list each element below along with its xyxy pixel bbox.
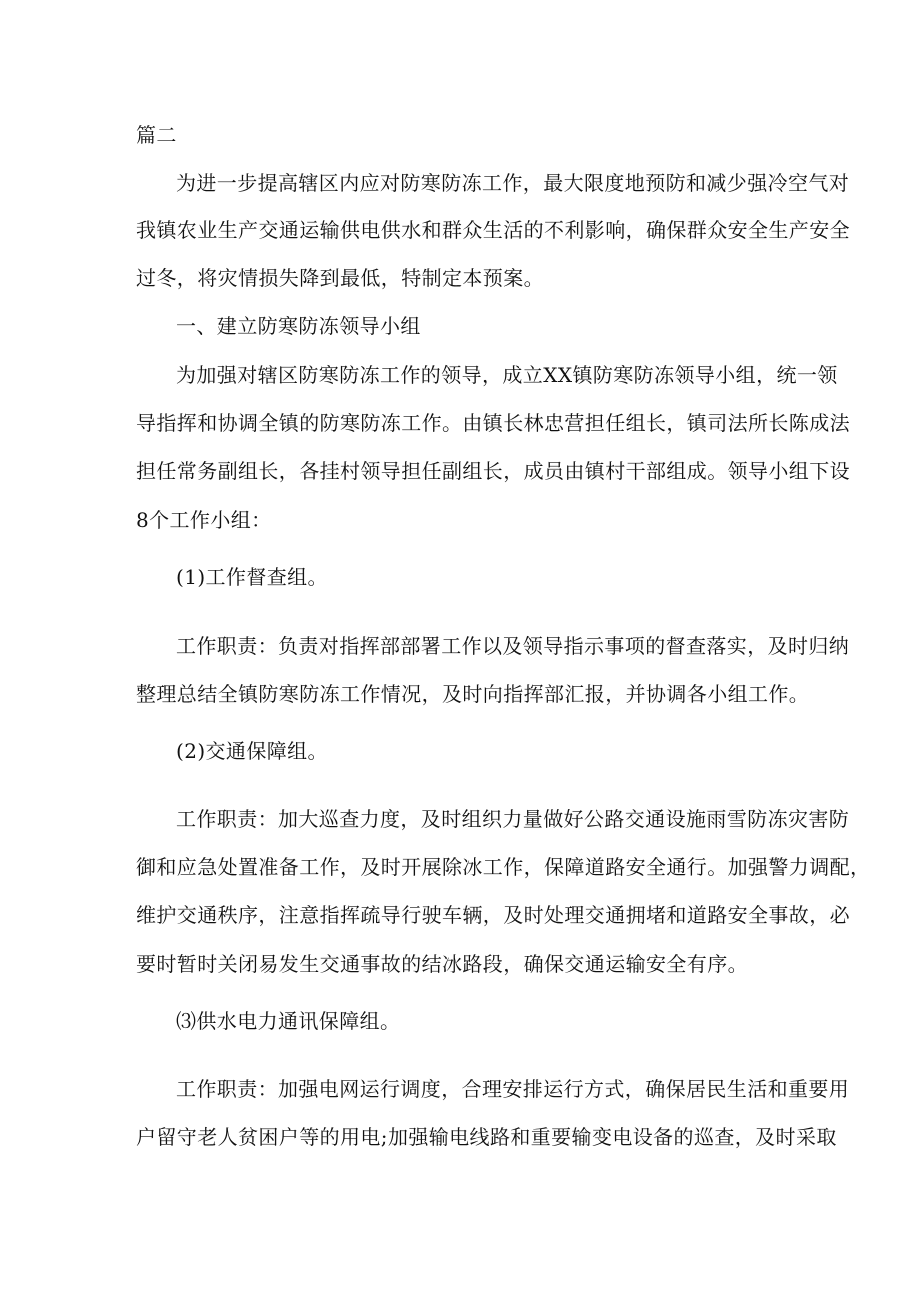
paragraph-line: 御和应急处置准备工作，及时开展除冰工作，保障道路安全通行。加强警力调配， [136, 855, 871, 879]
paragraph-line: 为加强对辖区防寒防冻工作的领导，成立XX镇防寒防冻领导小组，统一领 [176, 363, 838, 387]
paragraph-line: 工作职责：负责对指挥部部署工作以及领导指示事项的督查落实，及时归纳 [176, 634, 850, 658]
paragraph-line: 工作职责：加强电网运行调度，合理安排运行方式，确保居民生活和重要用 [176, 1077, 850, 1101]
paragraph-line: 要时暂时关闭易发生交通事故的结冰路段，确保交通运输安全有序。 [136, 952, 748, 976]
paragraph-line: 导指挥和协调全镇的防寒防冻工作。由镇长林忠营担任组长，镇司法所长陈成法 [136, 411, 850, 435]
subsection-heading: ⑶供水电力通讯保障组。 [176, 1009, 401, 1033]
subsection-heading: (1)工作督查组。 [176, 565, 328, 589]
paragraph-line: 维护交通秩序，注意指挥疏导行驶车辆，及时处理交通拥堵和道路安全事故，必 [136, 903, 850, 927]
paragraph-line: 8个工作小组： [136, 508, 272, 532]
paragraph-line: 为进一步提高辖区内应对防寒防冻工作，最大限度地预防和减少强冷空气对 [176, 171, 850, 195]
paragraph-line: 我镇农业生产交通运输供电供水和群众生活的不利影响，确保群众安全生产安全 [136, 218, 850, 242]
document-title: 篇二 [136, 123, 177, 147]
paragraph-line: 工作职责：加大巡查力度，及时组织力量做好公路交通设施雨雪防冻灾害防 [176, 807, 850, 831]
paragraph-line: 户留守老人贫困户等的用电;加强输电线路和重要输变电设备的巡查，及时采取 [136, 1125, 837, 1149]
subsection-heading: (2)交通保障组。 [176, 739, 328, 763]
paragraph-line: 过冬，将灾情损失降到最低，特制定本预案。 [136, 266, 544, 290]
section-heading: 一、建立防寒防冻领导小组 [176, 314, 421, 338]
paragraph-line: 担任常务副组长，各挂村领导担任副组长，成员由镇村干部组成。领导小组下设 [136, 459, 850, 483]
paragraph-line: 整理总结全镇防寒防冻工作情况，及时向指挥部汇报，并协调各小组工作。 [136, 682, 810, 706]
